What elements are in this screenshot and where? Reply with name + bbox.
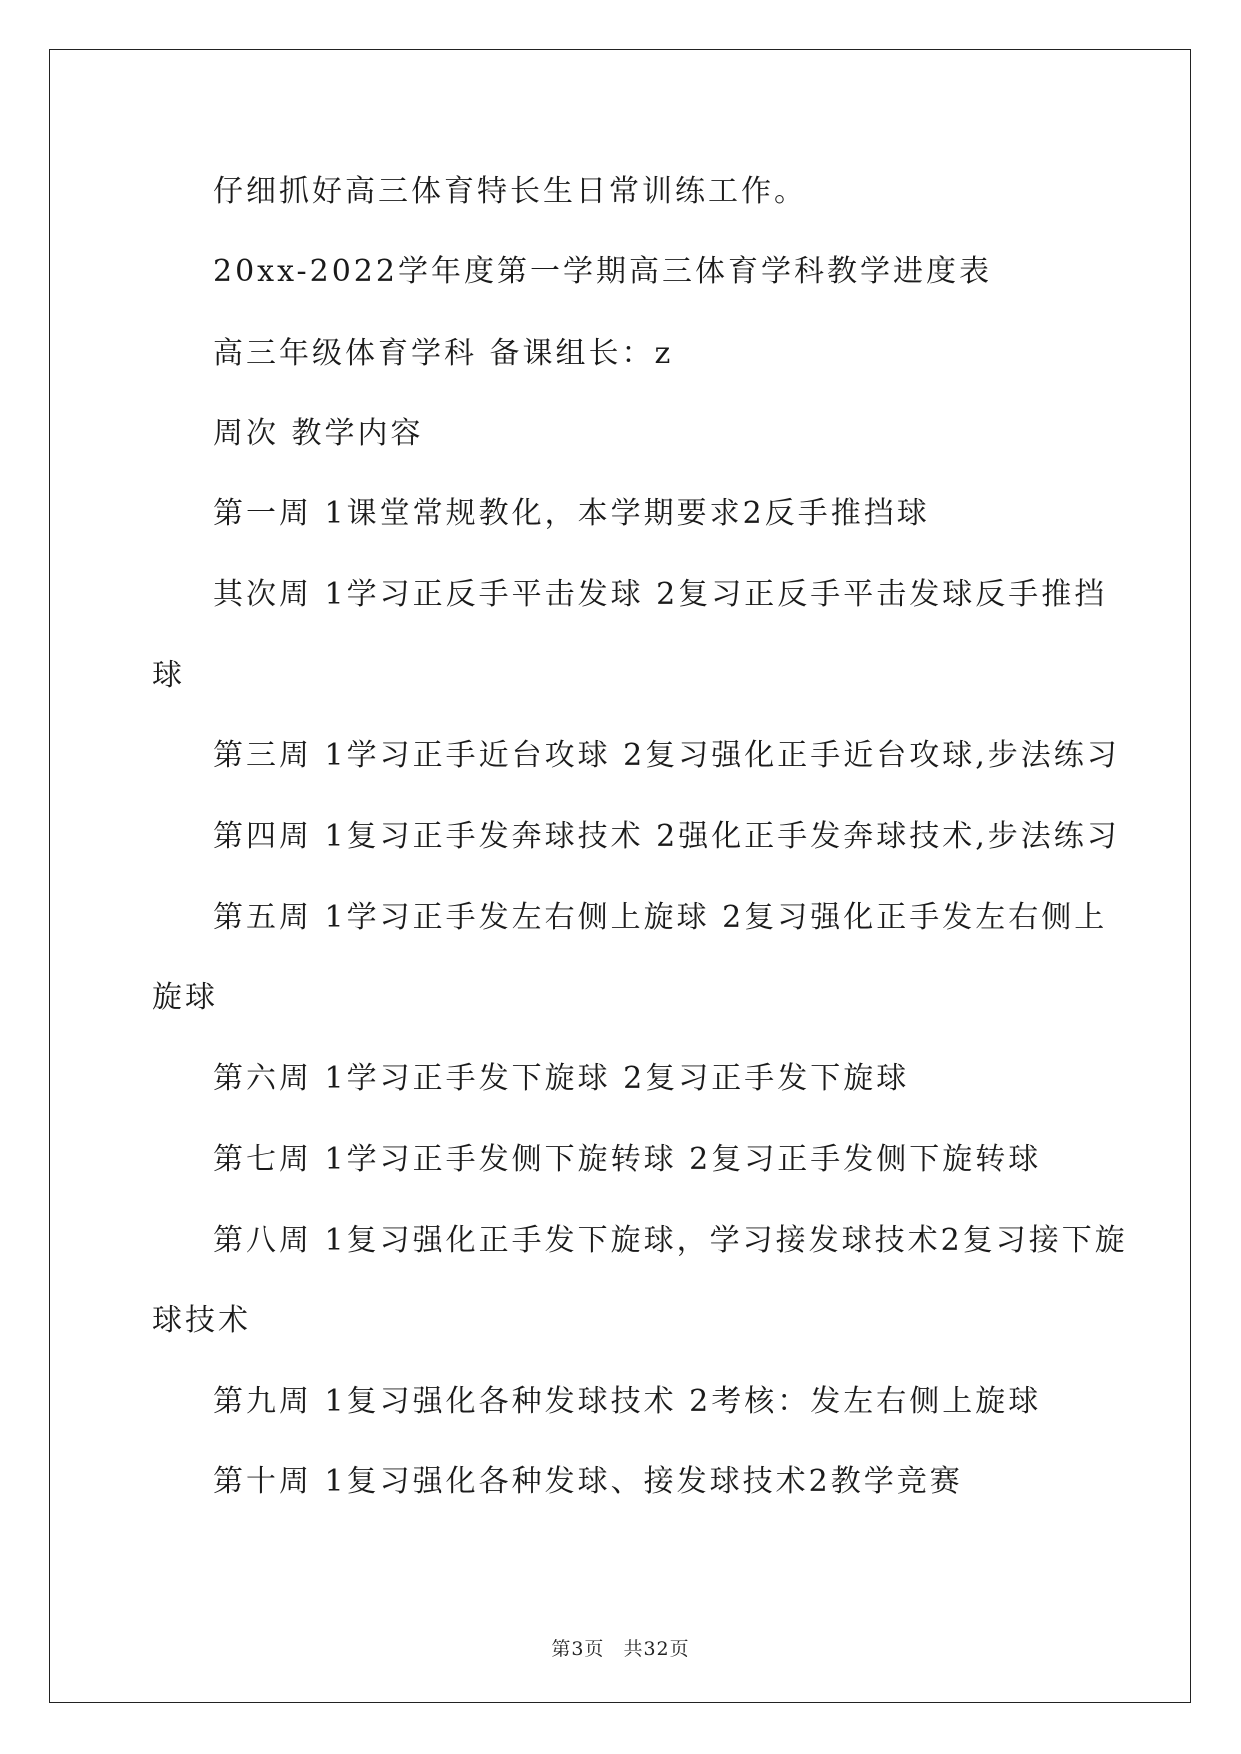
text-line-15: 球技术 bbox=[152, 1303, 251, 1338]
text-line-9: 第四周 1复习正手发奔球技术 2强化正手发奔球技术,步法练习 bbox=[213, 819, 1120, 854]
text-line-2: 20xx-2022学年度第一学期高三体育学科教学进度表 bbox=[213, 254, 992, 289]
text-line-1: 仔细抓好高三体育特长生日常训练工作。 bbox=[213, 174, 807, 209]
page-total: 共32页 bbox=[623, 1638, 690, 1660]
text-line-3: 高三年级体育学科 备课组长：z bbox=[213, 336, 674, 371]
page-footer bbox=[0, 1634, 1241, 1661]
text-line-7: 球 bbox=[152, 658, 185, 693]
text-line-10: 第五周 1学习正手发左右侧上旋球 2复习强化正手发左右侧上 bbox=[213, 900, 1108, 935]
page-border bbox=[49, 49, 1191, 1703]
text-line-6: 其次周 1学习正反手平击发球 2复习正反手平击发球反手推挡 bbox=[213, 577, 1108, 612]
text-line-16: 第九周 1复习强化各种发球技术 2考核：发左右侧上旋球 bbox=[213, 1384, 1042, 1419]
text-line-8: 第三周 1学习正手近台攻球 2复习强化正手近台攻球,步法练习 bbox=[213, 738, 1120, 773]
text-line-17: 第十周 1复习强化各种发球、接发球技术2教学竞赛 bbox=[213, 1464, 963, 1499]
text-line-12: 第六周 1学习正手发下旋球 2复习正手发下旋球 bbox=[213, 1061, 910, 1096]
text-line-4: 周次 教学内容 bbox=[213, 416, 424, 451]
text-line-5: 第一周 1课堂常规教化，本学期要求2反手推挡球 bbox=[213, 496, 930, 531]
text-line-14: 第八周 1复习强化正手发下旋球，学习接发球技术2复习接下旋 bbox=[213, 1223, 1128, 1258]
page-number: 第3页 bbox=[551, 1638, 605, 1660]
text-line-13: 第七周 1学习正手发侧下旋转球 2复习正手发侧下旋转球 bbox=[213, 1142, 1042, 1177]
text-line-11: 旋球 bbox=[152, 980, 218, 1015]
